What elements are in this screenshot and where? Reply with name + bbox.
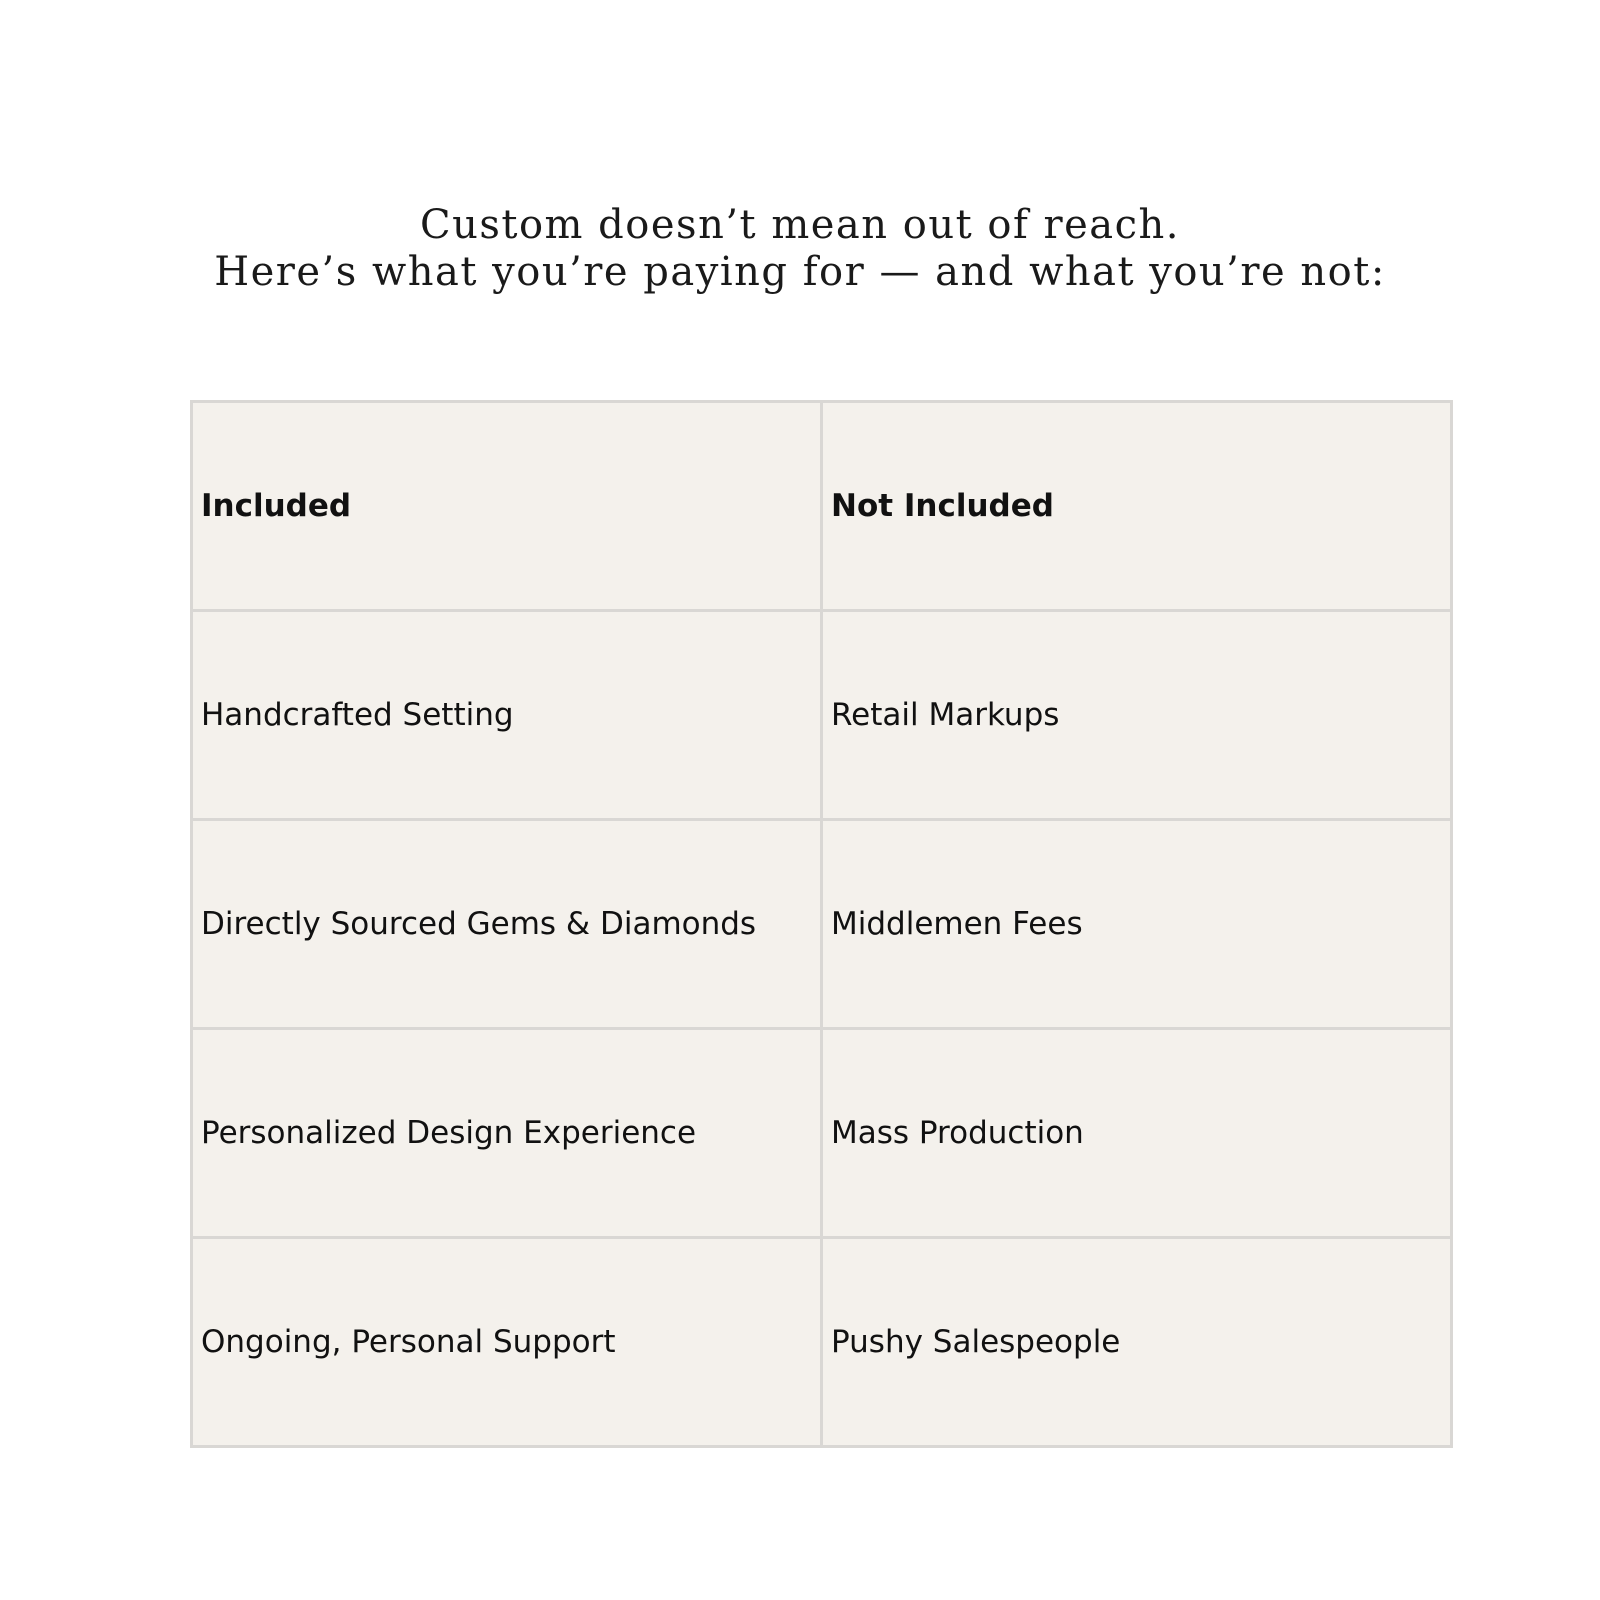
- not-included-cell: Pushy Salespeople: [822, 1238, 1452, 1447]
- table-row: [192, 1238, 1452, 1447]
- heading-line-2: Here’s what you’re paying for — and what you’re not:: [214, 249, 1386, 295]
- page-heading: [0, 202, 1600, 296]
- table-row: [192, 1029, 1452, 1238]
- header-included: Included: [192, 402, 822, 611]
- included-cell: Ongoing, Personal Support: [192, 1238, 822, 1447]
- not-included-cell: Mass Production: [822, 1029, 1452, 1238]
- included-cell: Handcrafted Setting: [192, 611, 822, 820]
- heading-line-1: Custom doesn’t mean out of reach.: [419, 202, 1181, 248]
- table-header-row: [192, 402, 1452, 611]
- included-cell: Personalized Design Experience: [192, 1029, 822, 1238]
- comparison-table: [190, 400, 1453, 1448]
- not-included-cell: Middlemen Fees: [822, 820, 1452, 1029]
- not-included-cell: Retail Markups: [822, 611, 1452, 820]
- table-row: [192, 611, 1452, 820]
- included-cell: Directly Sourced Gems & Diamonds: [192, 820, 822, 1029]
- table-row: [192, 820, 1452, 1029]
- header-not-included: Not Included: [822, 402, 1452, 611]
